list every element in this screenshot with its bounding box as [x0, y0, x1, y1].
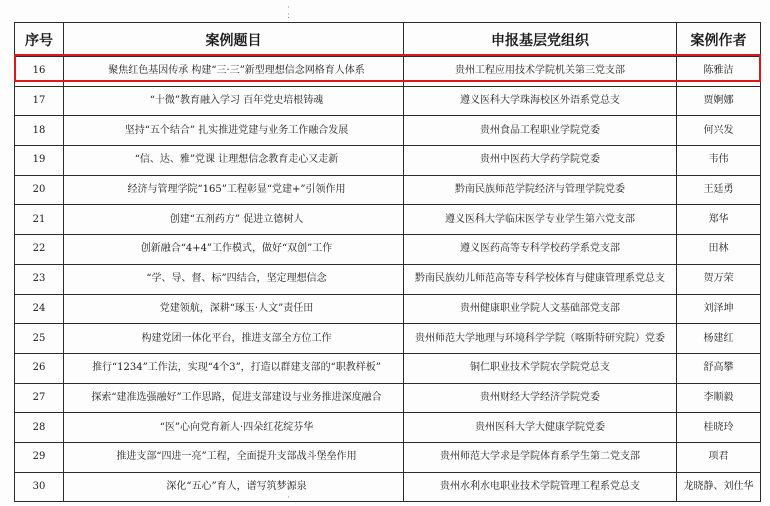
case-org: 贵州中医药大学药学院党委	[404, 146, 677, 176]
case-author: 李顺毅	[677, 383, 761, 413]
case-org: 黔南民族幼儿师范高等专科学校体育与健康管理系党总支	[404, 264, 677, 294]
table-row	[15, 264, 761, 294]
table-row	[15, 383, 761, 413]
case-org: 贵州医科大学大健康学院党委	[404, 413, 677, 443]
case-title: 深化“五心”育人，谱写筑梦源泉	[64, 472, 404, 502]
case-org: 铜仁职业技术学院农学院党总支	[404, 353, 677, 383]
table-row	[15, 235, 761, 265]
case-number: 21	[15, 205, 64, 235]
case-org: 贵州财经大学经济学院党委	[404, 383, 677, 413]
case-title: 经济与管理学院“165”工程彰显“党建+”引领作用	[64, 175, 404, 205]
case-number: 22	[15, 235, 64, 265]
case-title: 创新融合“4+4”工作模式，做好“双创”工作	[64, 235, 404, 265]
case-author: 项君	[677, 442, 761, 472]
case-title: 推行“1234”工作法，实现“4个3”，打造以群建支部的“职教样板”	[64, 353, 404, 383]
case-org: 贵州师范大学地理与环境科学学院（喀斯特研究院）党委	[404, 324, 677, 354]
table-row	[15, 86, 761, 116]
case-author: 贾婀娜	[677, 86, 761, 116]
case-org: 贵州食品工程职业学院党委	[404, 116, 677, 146]
case-number: 18	[15, 116, 64, 146]
case-org: 贵州工程应用技术学院机关第三党支部	[404, 57, 677, 87]
case-org: 遵义医科大学珠海校区外语系党总支	[404, 86, 677, 116]
table-row	[15, 472, 761, 502]
table-row	[15, 205, 761, 235]
case-title: 坚持“五个结合” 扎实推进党建与业务工作融合发展	[64, 116, 404, 146]
case-author: 刘泽坤	[677, 294, 761, 324]
table-row	[15, 294, 761, 324]
case-number: 26	[15, 353, 64, 383]
case-title: 党建领航，深耕“琢玉·人文”责任田	[64, 294, 404, 324]
table-row	[15, 442, 761, 472]
case-list-table	[14, 22, 761, 502]
case-number: 23	[15, 264, 64, 294]
case-org: 贵州师范大学求是学院体育系学生第二党支部	[404, 442, 677, 472]
case-title: “医”心向党育新人·四朵红花绽芬华	[64, 413, 404, 443]
table-row	[15, 57, 761, 87]
case-author: 陈雅洁	[677, 57, 761, 87]
header-no: 序号	[15, 23, 64, 57]
case-org: 贵州水利水电职业技术学院管理工程系党总支	[404, 472, 677, 502]
case-title: “学、导、督、标”四结合，坚定理想信念	[64, 264, 404, 294]
table-row	[15, 353, 761, 383]
binding-mark: ·	[287, 493, 290, 503]
case-author: 龙晓静、刘仕华	[677, 472, 761, 502]
case-org: 黔南民族师范学院经济与管理学院党委	[404, 175, 677, 205]
case-number: 20	[15, 175, 64, 205]
table-row	[15, 146, 761, 176]
case-number: 17	[15, 86, 64, 116]
binding-mark: :	[287, 11, 291, 21]
table-row	[15, 116, 761, 146]
case-number: 29	[15, 442, 64, 472]
header-author: 案例作者	[677, 23, 761, 57]
case-author: 桂晓玲	[677, 413, 761, 443]
case-number: 16	[15, 57, 64, 87]
case-author: 舒高攀	[677, 353, 761, 383]
table-header-row	[15, 23, 761, 57]
table-row	[15, 413, 761, 443]
case-number: 30	[15, 472, 64, 502]
case-title: 创建“五剂药方” 促进立德树人	[64, 205, 404, 235]
case-number: 27	[15, 383, 64, 413]
case-author: 何兴发	[677, 116, 761, 146]
case-number: 25	[15, 324, 64, 354]
case-number: 28	[15, 413, 64, 443]
case-number: 19	[15, 146, 64, 176]
case-author: 王廷勇	[677, 175, 761, 205]
case-author: 杨建红	[677, 324, 761, 354]
binding-mark: ·	[287, 3, 290, 13]
case-org: 遵义医药高等专科学校药学系党支部	[404, 235, 677, 265]
case-number: 24	[15, 294, 64, 324]
case-org: 遵义医科大学临床医学专业学生第六党支部	[404, 205, 677, 235]
case-author: 田林	[677, 235, 761, 265]
case-author: 贺万荣	[677, 264, 761, 294]
case-title: 构建党团一体化平台，推进支部全方位工作	[64, 324, 404, 354]
case-title: 聚焦红色基因传承 构建“三·三”新型理想信念网格育人体系	[64, 57, 404, 87]
table-row	[15, 175, 761, 205]
case-title: 推进支部“四进一亮”工程，全面提升支部战斗堡垒作用	[64, 442, 404, 472]
case-title: “信、达、雅”党课 让理想信念教育走心又走新	[64, 146, 404, 176]
case-org: 贵州健康职业学院人文基础部党支部	[404, 294, 677, 324]
case-author: 郑华	[677, 205, 761, 235]
case-author: 韦伟	[677, 146, 761, 176]
case-title: 探索“建准选强融好”工作思路，促进支部建设与业务推进深度融合	[64, 383, 404, 413]
header-title: 案例题目	[64, 23, 404, 57]
table-row	[15, 324, 761, 354]
case-title: “十微”教育融入学习 百年党史培根铸魂	[64, 86, 404, 116]
header-org: 申报基层党组织	[404, 23, 677, 57]
